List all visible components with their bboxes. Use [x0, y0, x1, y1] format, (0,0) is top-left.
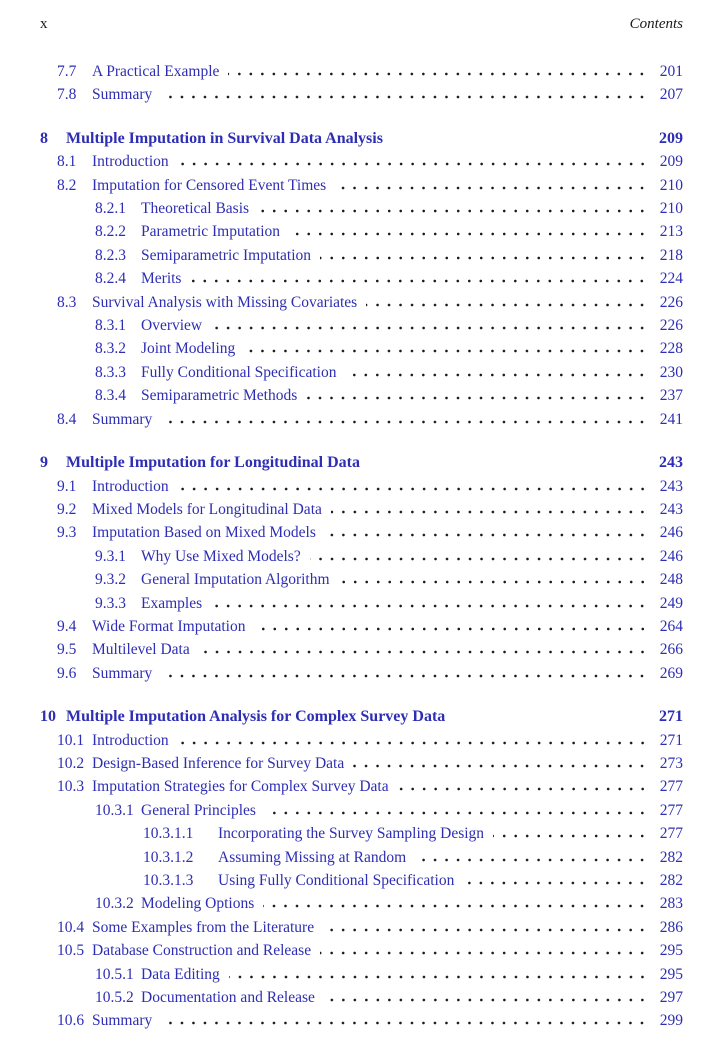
- toc-entry[interactable]: [40, 916, 683, 939]
- toc-number: 8.1: [57, 153, 77, 171]
- toc-number: 9: [40, 454, 48, 472]
- toc-page-number[interactable]: 295: [659, 942, 683, 960]
- toc-number: 8.2.3: [95, 246, 126, 264]
- toc-entry[interactable]: [40, 451, 683, 474]
- toc-number: 10.2: [57, 754, 85, 772]
- toc-title[interactable]: Introduction: [92, 477, 169, 495]
- toc-title[interactable]: Summary: [92, 86, 153, 104]
- toc-title[interactable]: Imputation Based on Mixed Models: [92, 524, 316, 542]
- toc-leader: [323, 928, 648, 932]
- toc-entry[interactable]: [40, 729, 683, 752]
- toc-leader: [310, 557, 648, 561]
- toc-page-number[interactable]: 297: [659, 989, 683, 1007]
- toc-number: 8.2.4: [95, 270, 126, 288]
- toc-page-number[interactable]: 224: [659, 270, 683, 288]
- toc-number: 10.3.1.3: [143, 872, 194, 889]
- toc-entry[interactable]: [40, 83, 683, 106]
- toc-page-number[interactable]: 271: [659, 731, 683, 749]
- toc-leader: [263, 904, 648, 908]
- toc-leader: [229, 975, 648, 979]
- toc-title[interactable]: Joint Modeling: [141, 340, 236, 358]
- toc-page-number[interactable]: 209: [659, 153, 683, 171]
- toc-entry[interactable]: [40, 408, 683, 431]
- toc-leader: [398, 787, 648, 791]
- toc-entry[interactable]: [40, 361, 683, 384]
- toc-page-number[interactable]: 282: [659, 848, 683, 866]
- toc-page-number[interactable]: 273: [659, 754, 683, 772]
- toc-page-number[interactable]: 266: [659, 641, 683, 659]
- toc-page-number[interactable]: 230: [659, 363, 683, 381]
- toc-leader: [415, 858, 648, 862]
- toc-leader: [228, 72, 648, 76]
- toc-title[interactable]: Wide Format Imputation: [92, 617, 246, 635]
- toc-title[interactable]: Parametric Imputation: [141, 223, 281, 241]
- toc-leader: [190, 279, 648, 283]
- toc-number: 9.3.2: [95, 571, 126, 589]
- toc-title[interactable]: A Practical Example: [92, 63, 220, 80]
- toc-title[interactable]: Examples: [141, 594, 203, 612]
- toc-title[interactable]: Design-Based Inference for Survey Data: [92, 754, 345, 772]
- toc-number: 10.4: [57, 918, 85, 936]
- toc-title[interactable]: Overview: [141, 317, 203, 335]
- toc-page-number[interactable]: 241: [659, 410, 683, 428]
- toc-number: 8.3.2: [95, 340, 126, 358]
- toc-leader: [369, 463, 648, 467]
- toc-leader: [366, 303, 648, 307]
- toc-number: 10.3.2: [95, 895, 134, 913]
- toc-entry[interactable]: [40, 174, 683, 197]
- toc-page-number[interactable]: 277: [659, 778, 683, 796]
- toc-entry[interactable]: [40, 384, 683, 407]
- toc-title[interactable]: Multiple Imputation in Survival Data Analysis: [66, 129, 383, 147]
- toc-page-number[interactable]: 210: [659, 176, 683, 194]
- toc-entry[interactable]: [40, 799, 683, 822]
- toc-number: 9.2: [57, 500, 77, 518]
- toc-entry[interactable]: [40, 592, 683, 615]
- toc-leader: [244, 349, 648, 353]
- toc-title[interactable]: Why Use Mixed Models?: [141, 547, 301, 565]
- toc-page-number[interactable]: 207: [659, 86, 683, 104]
- toc-title[interactable]: Semiparametric Methods: [141, 387, 298, 405]
- toc-title[interactable]: Modeling Options: [141, 895, 255, 913]
- toc-title[interactable]: Mixed Models for Longitudinal Data: [92, 500, 322, 518]
- toc-leader: [161, 420, 648, 424]
- toc-leader: [211, 604, 648, 608]
- toc-entry[interactable]: [40, 846, 683, 869]
- toc-page-number[interactable]: 237: [659, 387, 683, 405]
- toc-entry[interactable]: [40, 869, 683, 892]
- toc-entry[interactable]: [40, 892, 683, 915]
- toc-leader: [331, 510, 648, 514]
- toc-number: 8: [40, 129, 48, 147]
- toc-entry[interactable]: [40, 963, 683, 986]
- toc-entry[interactable]: [40, 568, 683, 591]
- toc-entry[interactable]: [40, 291, 683, 314]
- toc-page-number[interactable]: 218: [659, 246, 683, 264]
- toc-page-number[interactable]: 210: [659, 200, 683, 218]
- toc-entry[interactable]: [40, 197, 683, 220]
- toc-entry[interactable]: [40, 127, 683, 150]
- toc-leader: [178, 487, 648, 491]
- toc-entry[interactable]: [40, 337, 683, 360]
- toc-number: 9.3.1: [95, 547, 126, 565]
- toc-entry[interactable]: [40, 939, 683, 962]
- toc-entry[interactable]: [40, 521, 683, 544]
- toc-number: 8.3.3: [95, 363, 126, 381]
- toc-title[interactable]: Multiple Imputation Analysis for Complex Survey Data: [66, 708, 446, 726]
- toc-entry[interactable]: [40, 60, 683, 83]
- toc-number: 8.3.1: [95, 317, 126, 335]
- toc-number: 8.3: [57, 293, 77, 311]
- toc-page-number[interactable]: 269: [659, 664, 683, 682]
- toc-page-number[interactable]: 283: [659, 895, 683, 913]
- toc-number: 10.5.1: [95, 965, 134, 983]
- toc-title[interactable]: Summary: [92, 664, 153, 682]
- toc-title[interactable]: Multilevel Data: [92, 641, 190, 659]
- toc-page-number[interactable]: 264: [659, 617, 683, 635]
- toc-page-number[interactable]: 243: [659, 500, 683, 518]
- toc-title[interactable]: Summary: [92, 1012, 153, 1030]
- toc-entry[interactable]: [40, 314, 683, 337]
- toc-page-number[interactable]: 246: [659, 524, 683, 542]
- toc-title[interactable]: Merits: [141, 270, 182, 288]
- toc-entry[interactable]: [40, 498, 683, 521]
- toc-entry[interactable]: [40, 545, 683, 568]
- toc-page-number[interactable]: 271: [659, 708, 683, 726]
- toc-page-number[interactable]: 282: [659, 872, 683, 889]
- toc-page-number[interactable]: 228: [659, 340, 683, 358]
- toc-leader: [392, 139, 648, 143]
- toc-entry[interactable]: [40, 986, 683, 1009]
- toc-leader: [493, 834, 648, 838]
- toc-title[interactable]: Theoretical Basis: [141, 200, 250, 218]
- toc-number: 8.3.4: [95, 387, 126, 405]
- toc-number: 9.3.3: [95, 594, 126, 612]
- toc-leader: [178, 741, 648, 745]
- toc-number: 10: [40, 708, 56, 726]
- toc-leader: [335, 186, 648, 190]
- toc-entry[interactable]: [40, 150, 683, 173]
- toc-leader: [211, 326, 648, 330]
- toc-title[interactable]: Imputation for Censored Event Times: [92, 176, 327, 194]
- toc-leader: [320, 256, 648, 260]
- toc-number: 7.7: [57, 63, 77, 80]
- toc-title[interactable]: Semiparametric Imputation: [141, 246, 312, 264]
- toc-number: 7.8: [57, 86, 77, 104]
- toc-leader: [345, 373, 648, 377]
- toc-number: 10.5.2: [95, 989, 134, 1007]
- toc-entry[interactable]: [40, 267, 683, 290]
- toc-title[interactable]: Assuming Missing at Random: [218, 848, 407, 866]
- toc-page-number[interactable]: 277: [659, 801, 683, 819]
- toc-leader: [265, 811, 648, 815]
- toc-leader: [289, 232, 648, 236]
- toc-entry[interactable]: [40, 475, 683, 498]
- toc-number: 8.4: [57, 410, 77, 428]
- toc-entry[interactable]: [40, 752, 683, 775]
- toc-page-number[interactable]: 249: [659, 594, 683, 612]
- toc-leader: [255, 627, 649, 631]
- toc-number: 8.2.2: [95, 223, 126, 241]
- toc-leader: [353, 764, 648, 768]
- toc-number: 10.3.1: [95, 801, 134, 819]
- toc-title[interactable]: Some Examples from the Literature: [92, 918, 315, 936]
- toc-entry[interactable]: [40, 1009, 683, 1032]
- toc-number: 9.5: [57, 641, 77, 659]
- toc-title[interactable]: Using Fully Conditional Specification: [218, 872, 455, 889]
- toc-number: 9.4: [57, 617, 77, 635]
- toc-title[interactable]: Introduction: [92, 153, 169, 171]
- toc-leader: [306, 396, 648, 400]
- folio-page-number: x: [40, 16, 48, 32]
- toc-entry[interactable]: [40, 822, 683, 845]
- toc-title[interactable]: Summary: [92, 410, 153, 428]
- toc-title[interactable]: Fully Conditional Specification: [141, 363, 337, 381]
- toc-number: 10.1: [57, 731, 85, 749]
- toc-page-number[interactable]: 248: [659, 571, 683, 589]
- toc-title[interactable]: Survival Analysis with Missing Covariates: [92, 293, 358, 311]
- toc-number: 9.3: [57, 524, 77, 542]
- toc-entry[interactable]: [40, 705, 683, 728]
- toc-title[interactable]: Documentation and Release: [141, 989, 315, 1007]
- toc-leader: [161, 1021, 648, 1025]
- toc-page-number[interactable]: 243: [659, 477, 683, 495]
- toc-entry[interactable]: [40, 220, 683, 243]
- toc-leader: [339, 580, 648, 584]
- toc-leader: [258, 209, 648, 213]
- toc-page-number[interactable]: 213: [659, 223, 683, 241]
- toc-title[interactable]: Imputation Strategies for Complex Survey Data: [92, 778, 389, 796]
- toc-title[interactable]: General Principles: [141, 801, 256, 819]
- toc-title[interactable]: General Imputation Algorithm: [141, 571, 330, 589]
- toc-leader: [161, 674, 648, 678]
- toc-page-number[interactable]: 295: [659, 965, 683, 983]
- toc-leader: [325, 533, 648, 537]
- toc-title[interactable]: Database Construction and Release: [92, 942, 312, 960]
- toc-page-number[interactable]: 209: [659, 129, 683, 147]
- toc-number: 10.5: [57, 942, 85, 960]
- toc-leader: [454, 717, 648, 721]
- toc-leader: [463, 881, 648, 885]
- toc-list: [40, 60, 683, 1033]
- toc-leader: [320, 951, 648, 955]
- toc-title[interactable]: Data Editing: [141, 965, 220, 983]
- toc-page-number[interactable]: 277: [659, 825, 683, 843]
- toc-number: 8.2: [57, 176, 77, 194]
- toc-leader: [324, 998, 648, 1002]
- toc-entry[interactable]: [40, 775, 683, 798]
- toc-title[interactable]: Introduction: [92, 731, 169, 749]
- page-header: [40, 16, 683, 33]
- toc-number: 9.1: [57, 477, 77, 495]
- toc-page-number[interactable]: 299: [659, 1012, 683, 1030]
- toc-leader: [199, 650, 648, 654]
- toc-number: 10.6: [57, 1012, 85, 1030]
- toc-page-number[interactable]: 286: [659, 918, 683, 936]
- toc-title[interactable]: Multiple Imputation for Longitudinal Data: [66, 454, 360, 472]
- toc-title[interactable]: Incorporating the Survey Sampling Design: [218, 825, 485, 843]
- toc-number: 8.2.1: [95, 200, 126, 218]
- toc-number: 9.6: [57, 664, 77, 682]
- toc-leader: [161, 95, 648, 99]
- toc-page-number[interactable]: 226: [659, 293, 683, 311]
- toc-entry[interactable]: [40, 638, 683, 661]
- toc-number: 10.3.1.1: [143, 825, 194, 843]
- toc-page-number[interactable]: 246: [659, 547, 683, 565]
- toc-page-number[interactable]: 201: [659, 63, 683, 80]
- toc-page-number[interactable]: 243: [659, 454, 683, 472]
- toc-number: 10.3: [57, 778, 85, 796]
- toc-entry[interactable]: [40, 244, 683, 267]
- toc-page-number[interactable]: 226: [659, 317, 683, 335]
- toc-entry[interactable]: [40, 615, 683, 638]
- running-head-title: Contents: [629, 16, 683, 32]
- toc-leader: [178, 162, 648, 166]
- toc-entry[interactable]: [40, 662, 683, 685]
- toc-number: 10.3.1.2: [143, 848, 194, 866]
